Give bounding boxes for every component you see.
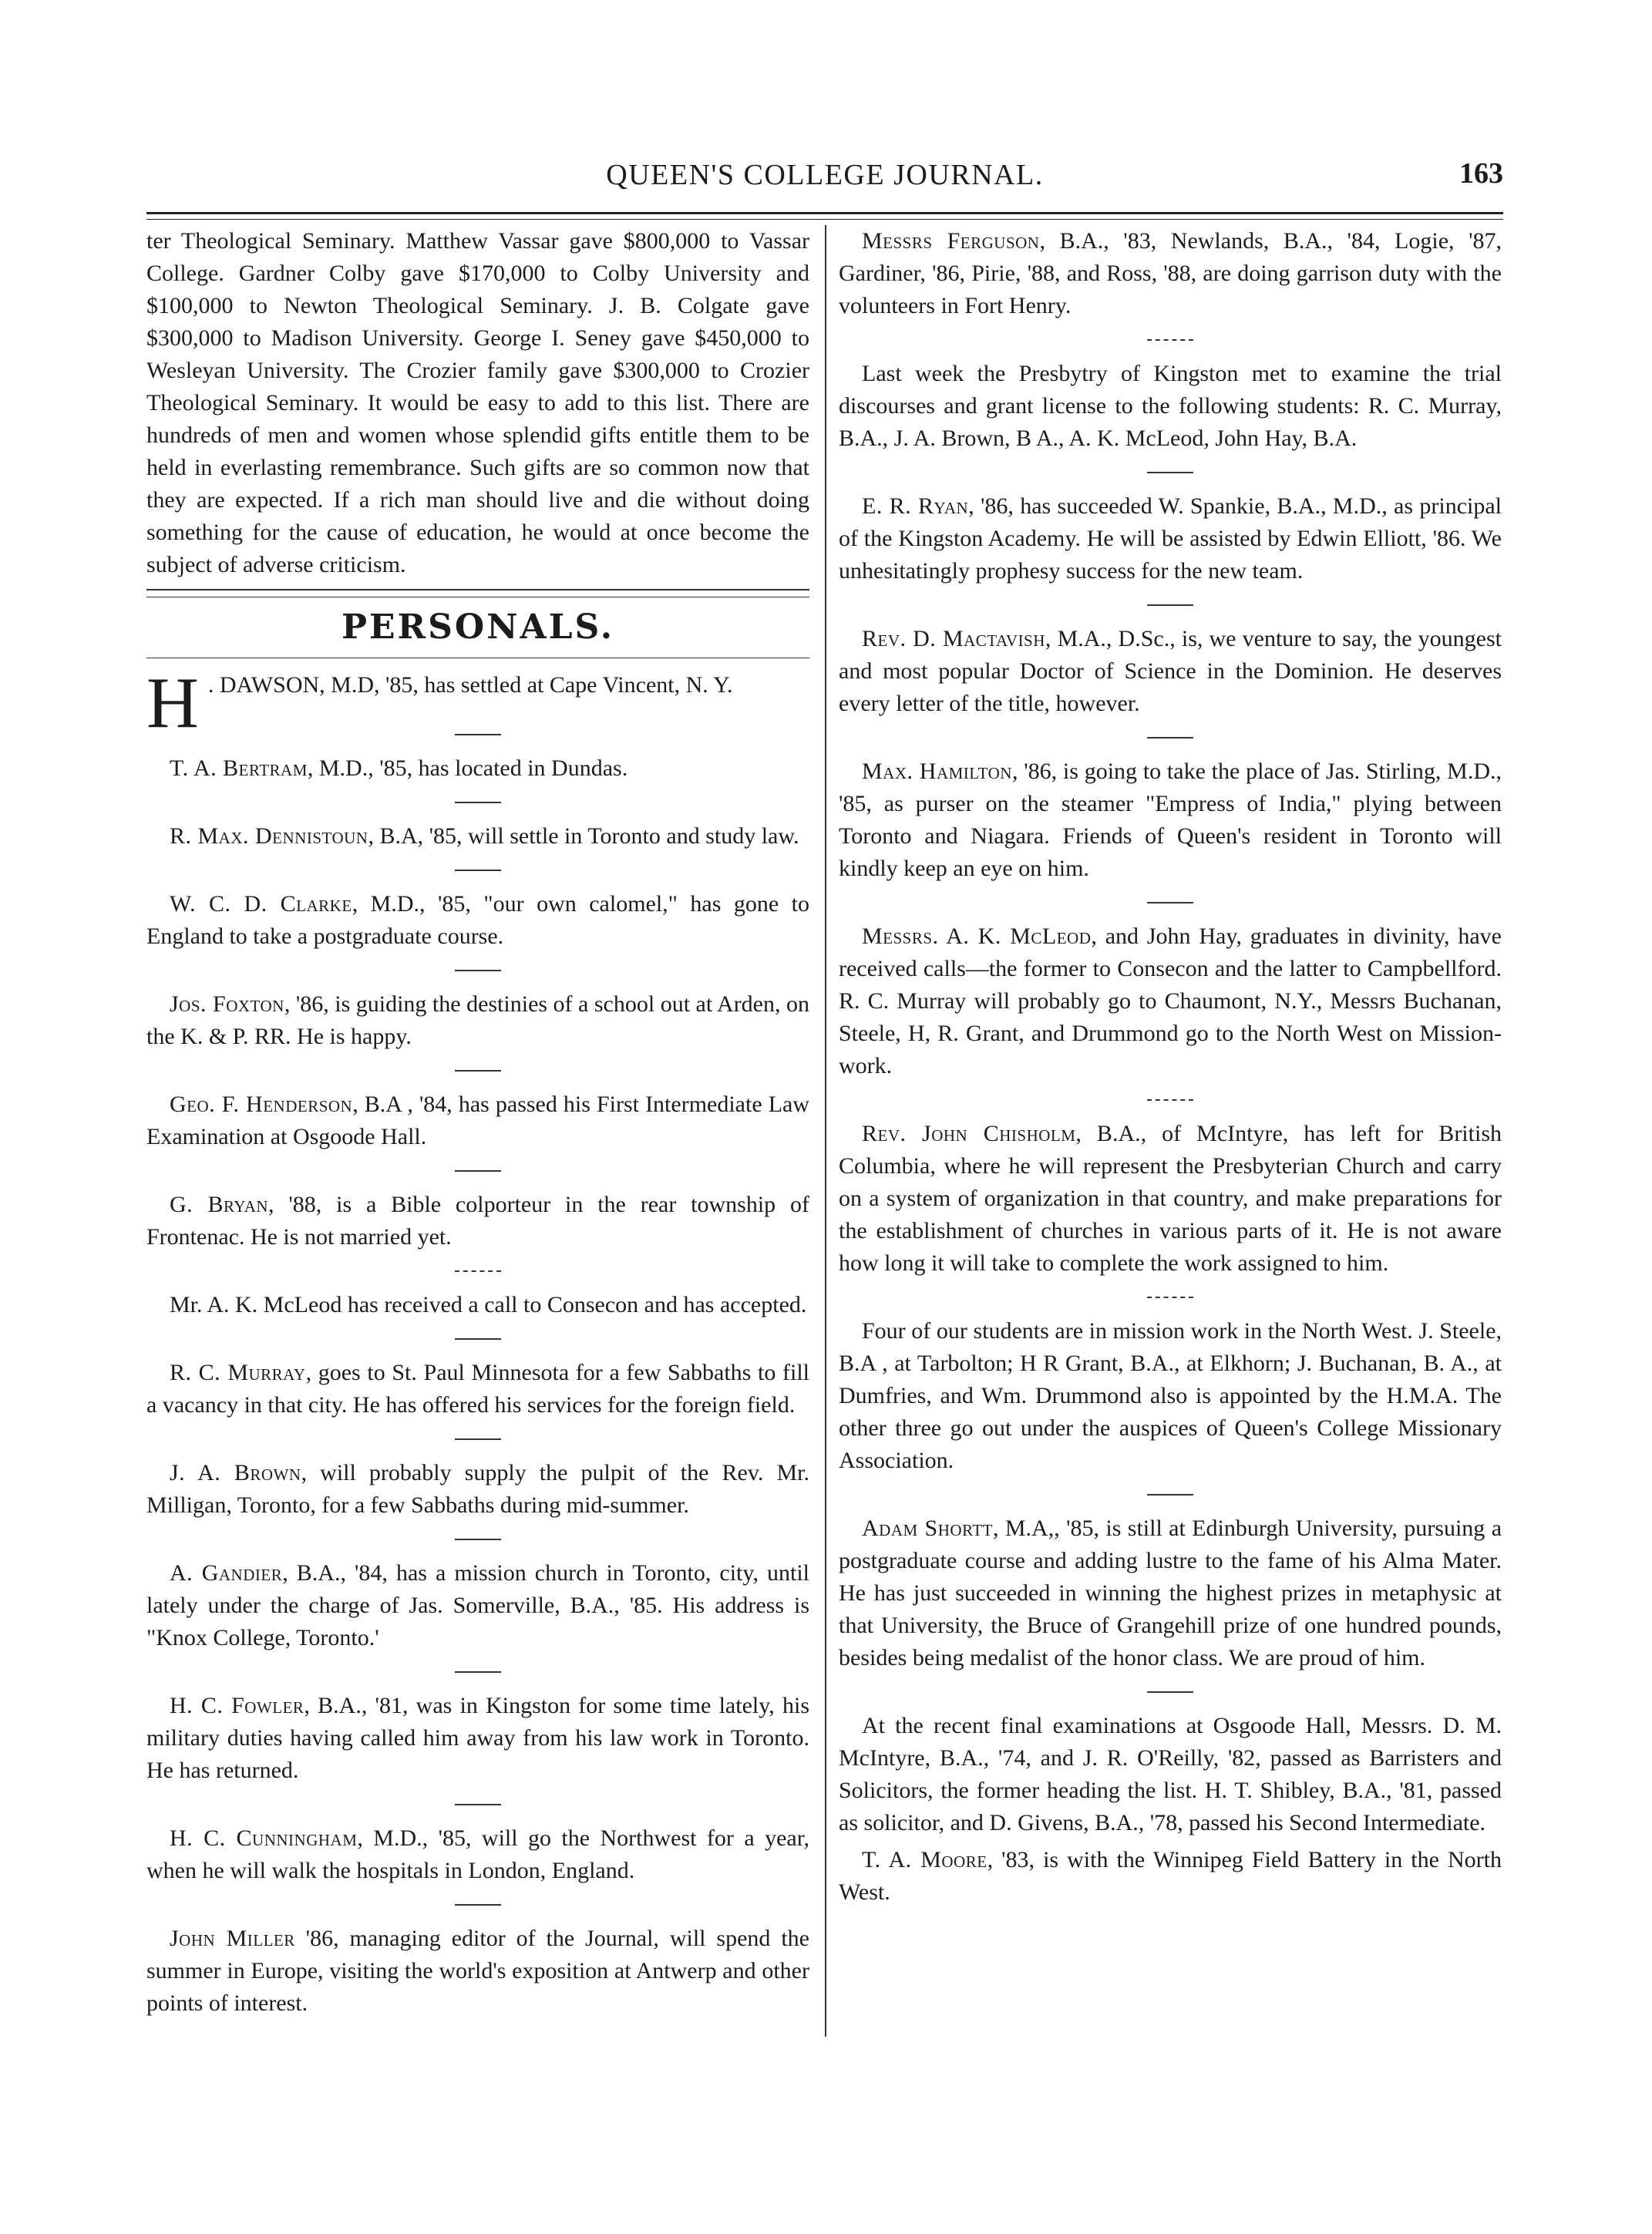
personal-name: John Miller bbox=[170, 1926, 295, 1951]
item-separator bbox=[1147, 1297, 1193, 1298]
personal-item bbox=[839, 225, 1502, 322]
personal-item-text: , M.D., '85, "our own calomel," has gone to England to take a postgraduate course. bbox=[146, 891, 810, 949]
personal-item-text: Four of our students are in mission work in the North West. J. Steele, B.A , at Tarbolton; H R Grant, B.A., at Elkhorn; J. Buchanan, B. A., at Dumfries, and Wm. Drummond also is appointed by the H.M.A. The other three go out under the auspices of Queen's College Missionary Association. bbox=[839, 1318, 1502, 1473]
personal-item-text: , '86, is going to take the place of Jas. Stirling, M.D., '85, as purser on the steamer "Empress of India," plying between Toronto and Niagara. Friends of Queen's resident in Toronto will kindly keep an eye on him. bbox=[839, 759, 1502, 881]
drop-cap: H bbox=[146, 663, 199, 743]
personal-item-text: , B.A., '81, was in Kingston for some time lately, his military duties having called him away from his law work in Toronto. He has returned. bbox=[146, 1693, 809, 1783]
personal-item bbox=[146, 888, 809, 953]
item-separator bbox=[455, 1804, 501, 1805]
personal-item bbox=[146, 1357, 809, 1421]
personal-item bbox=[146, 1457, 809, 1522]
personal-item-text: , '86, has succeeded W. Spankie, B.A., M.D., as principal of the Kingston Academy. He will be assisted by Edwin Elliott, '86. We unhesitatingly prophesy success for the new team. bbox=[839, 493, 1502, 584]
personal-item bbox=[839, 1118, 1502, 1280]
personal-item bbox=[839, 1512, 1502, 1674]
personal-name: R. Max. Dennistoun bbox=[170, 823, 368, 849]
section-rule bbox=[146, 589, 809, 590]
personal-item bbox=[839, 920, 1502, 1082]
personal-name: T. A. Moore bbox=[862, 1847, 987, 1872]
personal-item-text: , goes to St. Paul Minnesota for a few Sabbaths to fill a vacancy in that city. He has offered his services for the foreign field. bbox=[146, 1360, 809, 1418]
item-separator bbox=[455, 1904, 501, 1906]
personal-item bbox=[839, 490, 1502, 587]
personal-item-text: , B.A., '84, has a mission church in Toronto, city, until lately under the charge of Jas. Somerville, B.A., '85. His address is "Knox College, Toronto.' bbox=[146, 1560, 809, 1650]
personal-item-text: , and John Hay, graduates in divinity, have received calls—the former to Consecon and the latter to Campbellford. R. C. Murray will probably go to Chaumont, N.Y., Messrs Buchanan, Steele, H, R. Grant, and Drummond go to the North West on Mission-work. bbox=[839, 924, 1502, 1078]
header-rule-thin bbox=[146, 219, 1503, 220]
item-separator bbox=[1147, 1099, 1193, 1101]
personal-item bbox=[146, 1690, 809, 1787]
personal-item bbox=[146, 1189, 809, 1253]
personal-item-text: Last week the Presbytry of Kingston met to examine the trial discourses and grant license to the following students: R. C. Murray, B.A., J. A. Brown, B A., A. K. McLeod, John Hay, B.A. bbox=[839, 361, 1502, 451]
personal-item bbox=[146, 820, 809, 853]
item-separator bbox=[1147, 472, 1193, 473]
item-separator bbox=[455, 734, 501, 735]
personal-item-text: , '88, is a Bible colporteur in the rear township of Frontenac. He is not married yet. bbox=[146, 1192, 809, 1250]
personal-name: A. Gandier bbox=[170, 1560, 283, 1586]
item-separator bbox=[1147, 1691, 1193, 1693]
personal-item-text: , will probably supply the pulpit of the Rev. Mr. Milligan, Toronto, for a few Sabbaths during mid-summer. bbox=[146, 1460, 809, 1518]
running-head bbox=[146, 150, 1503, 204]
personal-item bbox=[839, 1315, 1502, 1477]
header-rule-thick bbox=[146, 212, 1503, 214]
personal-item-text: has received a call to Consecon and has accepted. bbox=[342, 1292, 807, 1317]
personal-name: Rev. John Chisholm bbox=[862, 1121, 1076, 1146]
personal-item-text: , M.A., D.Sc., is, we venture to say, the youngest and most popular Doctor of Science in the Dominion. He deserves every letter of the title, however. bbox=[839, 626, 1502, 716]
personal-name: G. Bryan bbox=[170, 1192, 269, 1217]
personal-name: Geo. F. Henderson bbox=[170, 1092, 353, 1117]
item-separator bbox=[455, 1671, 501, 1673]
item-separator bbox=[455, 1539, 501, 1540]
personal-item-text: , B.A , '84, has passed his First Intermediate Law Examination at Osgoode Hall. bbox=[146, 1092, 810, 1149]
personal-name: J. A. Brown bbox=[170, 1460, 301, 1485]
personal-item-text: , '83, is with the Winnipeg Field Battery in the North West. bbox=[839, 1847, 1502, 1905]
personal-item bbox=[839, 1710, 1502, 1839]
personal-item-text: , M.A,, '85, is still at Edinburgh University, pursuing a postgraduate course and adding lustre to the fame of his Alma Mater. He has just succeeded in winning the highest prizes in metaphysic at that University, the Bruce of Grangehill prize of one hundred pounds, besides being medalist of the honor class. We are proud of him. bbox=[839, 1516, 1502, 1670]
personal-name: Max. Hamilton bbox=[862, 759, 1012, 784]
personal-name: H. C. Cunningham bbox=[170, 1825, 358, 1851]
journal-title: QUEEN'S COLLEGE JOURNAL. bbox=[606, 159, 1044, 191]
personal-item bbox=[146, 1822, 809, 1887]
personal-item bbox=[146, 1289, 809, 1321]
left-column bbox=[146, 225, 809, 2037]
page-number: 163 bbox=[1459, 157, 1503, 190]
personal-item-text: , M.D., '85, has located in Dundas. bbox=[307, 755, 628, 781]
personal-item bbox=[839, 1844, 1502, 1909]
personal-name: H. C. Fowler bbox=[170, 1693, 304, 1718]
item-separator bbox=[1147, 737, 1193, 738]
item-separator bbox=[1147, 339, 1193, 341]
personal-item-text: , B.A, '85, will settle in Toronto and study law. bbox=[368, 823, 799, 849]
section-heading-personals: PERSONALS. bbox=[341, 607, 615, 647]
personal-item-text: , '86, is guiding the destinies of a school out at Arden, on the K. & P. RR. He is happy. bbox=[146, 991, 809, 1049]
personal-item bbox=[146, 1088, 809, 1153]
right-column bbox=[839, 225, 1502, 1926]
personal-item bbox=[146, 1923, 809, 2020]
item-separator bbox=[455, 802, 501, 803]
personal-item-first bbox=[146, 663, 809, 743]
item-separator bbox=[455, 1270, 501, 1272]
personal-item bbox=[146, 1557, 809, 1654]
personal-name: R. C. Murray bbox=[170, 1360, 306, 1385]
personal-name: Mr. A. K. McLeod bbox=[170, 1292, 342, 1317]
item-separator bbox=[455, 870, 501, 871]
personal-item bbox=[839, 358, 1502, 455]
item-separator bbox=[455, 1170, 501, 1172]
personal-name: Messrs Ferguson bbox=[862, 228, 1040, 254]
continued-article-text: ter Theological Seminary. Matthew Vassar gave $800,000 to Vassar College. Gardner Colby gave $170,000 to Colby University and $100,000 to Newton Theological Seminary. J. B. Colgate gave $300,000 to Madison University. George I. Seney gave $450,000 to Wesleyan University. The Crozier family gave $300,000 to Crozier Theological Seminary. It would be easy to add to this list. There are hundreds of men and women whose splendid gifts entitle them to be held in everlasting remembrance. Such gifts are so common now that they are expected. If a rich man should live and die without doing something for the cause of education, he would at once become the subject of adverse criticism. bbox=[146, 228, 809, 577]
personal-name: W. C. D. Clarke bbox=[170, 891, 352, 917]
personal-item bbox=[839, 755, 1502, 885]
personal-item-text: '86, managing editor of the Journal, will spend the summer in Europe, visiting the world's exposition at Antwerp and other points of interest. bbox=[146, 1926, 809, 2016]
item-separator bbox=[455, 1338, 501, 1340]
personal-item-text: , B.A., of McIntyre, has left for British Columbia, where he will represent the Presbyterian Church and carry on a system of organization in that country, and make preparations for the establishment of churches in various parts of it. He is not aware how long it will take to complete the work assigned to him. bbox=[839, 1121, 1502, 1276]
personal-name: Rev. D. Mactavish bbox=[862, 626, 1045, 651]
personal-name: T. A. Bertram bbox=[170, 755, 308, 781]
personal-item-text: , B.A., '83, Newlands, B.A., '84, Logie, '87, Gardiner, '86, Pirie, '88, and Ross, '88, are doing garrison duty with the volunteers in Fort Henry. bbox=[839, 228, 1502, 318]
item-separator bbox=[1147, 604, 1193, 606]
item-separator bbox=[1147, 902, 1193, 903]
personal-item-text: . DAWSON, M.D, '85, has settled at Cape Vincent, N. Y. bbox=[207, 672, 733, 698]
item-separator bbox=[455, 1438, 501, 1440]
personal-name: Adam Shortt bbox=[862, 1516, 993, 1541]
personal-name: Jos. Foxton bbox=[170, 991, 284, 1017]
item-separator bbox=[1147, 1494, 1193, 1496]
personal-item bbox=[146, 752, 809, 785]
item-separator bbox=[455, 970, 501, 971]
personal-item bbox=[839, 623, 1502, 720]
item-separator bbox=[455, 1070, 501, 1072]
column-divider bbox=[825, 225, 826, 2037]
personal-name: E. R. Ryan bbox=[862, 493, 969, 519]
personal-item-text: At the recent final examinations at Osgoode Hall, Messrs. D. M. McIntyre, B.A., '74, and J. R. O'Reilly, '82, passed as Barristers and Solicitors, the former heading the list. H. T. Shibley, B.A., '81, passed as solicitor, and D. Givens, B.A., '78, passed his Second Intermediate. bbox=[839, 1713, 1502, 1835]
personal-name: Messrs. A. K. McLeod bbox=[862, 924, 1092, 949]
personal-item-text: , M.D., '85, will go the Northwest for a year, when he will walk the hospitals in London, England. bbox=[146, 1825, 809, 1883]
personal-item bbox=[146, 988, 809, 1053]
